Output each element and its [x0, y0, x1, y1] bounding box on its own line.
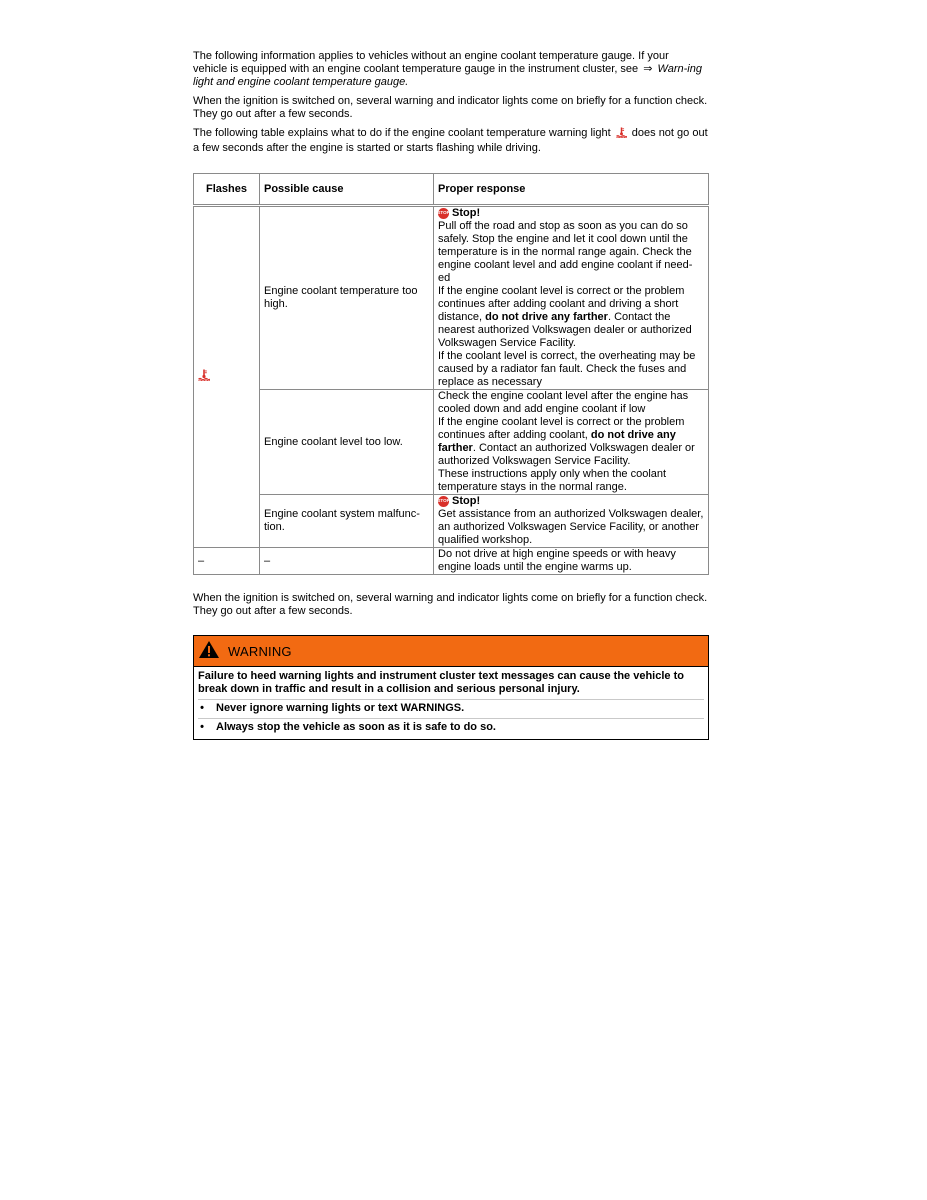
list-item — [198, 718, 704, 737]
bullet-icon: • — [200, 721, 204, 733]
stop-icon: STOP — [438, 208, 449, 219]
stop-heading — [438, 207, 704, 220]
response-bold: do not drive any farther — [438, 429, 676, 454]
list-item-text: Never ignore warning lights or text WARNINGS. — [216, 702, 465, 714]
after-table-paragraph: When the ignition is switched on, several warning and indicator lights come on briefly for a function check. They go out after a few seconds. — [193, 592, 708, 617]
intro-p1b-text: vehicle is equipped with an engine coolant temperature gauge in the instrument cluster, see — [193, 63, 639, 75]
header-possible-cause: Possible cause — [260, 174, 434, 206]
intro-paragraph-1b — [193, 63, 709, 89]
intro-p1-text: The following information applies to vehicles without an engine coolant temperature gauge. If your — [193, 50, 669, 62]
page-content — [193, 50, 709, 740]
response-text: If the engine coolant level is correct or the problem continues after adding coolant and driving a short distance, — [438, 285, 685, 323]
intro-paragraph-3 — [193, 127, 709, 155]
response-cell — [434, 206, 709, 390]
coolant-temperature-warning-icon — [198, 372, 210, 384]
list-item — [198, 699, 704, 718]
cause-cell: Engine coolant temperature too high. — [260, 206, 434, 390]
warning-title: WARNING — [228, 643, 292, 659]
response-line-1: Get assistance from an authorized Volkswagen dealer, an authorized Volkswagen Service Facility, or another qualified workshop. — [438, 508, 704, 546]
cause-cell: Engine coolant system malfunc-tion. — [260, 495, 434, 548]
response-line-3: These instructions apply only when the coolant temperature stays in the normal range. — [438, 468, 667, 493]
response-text: . Contact an authorized Volkswagen dealer or authorized Volkswagen Service Facility. — [438, 442, 695, 467]
header-flashes: Flashes — [194, 174, 260, 206]
response-cell — [434, 390, 709, 495]
see-arrow-icon: ⇒ — [643, 63, 653, 75]
response-line-1: Do not drive at high engine speeds or with heavy engine loads until the engine warms up. — [438, 548, 676, 573]
stop-label: Stop! — [452, 207, 481, 219]
response-text: . Contact the nearest authorized Volkswagen dealer or authorized Volkswagen Service Facility. — [438, 311, 692, 349]
warning-triangle-icon — [198, 640, 220, 663]
flash-cell: – — [194, 548, 260, 575]
intro-paragraph-1 — [193, 50, 709, 63]
flash-cell — [194, 206, 260, 548]
intro-p3-pre: The following table explains what to do if the engine coolant temperature warning light — [193, 127, 611, 139]
warning-body — [194, 667, 708, 739]
intro-paragraph-2: When the ignition is switched on, several warning and indicator lights come on briefly for a function check. They go out after a few seconds. — [193, 95, 708, 120]
warning-lead: Failure to heed warning lights and instrument cluster text messages can cause the vehicle to break down in traffic and result in a collision and serious personal injury. — [198, 670, 684, 695]
response-line-1: Check the engine coolant level after the engine has cooled down and add engine coolant if low — [438, 390, 689, 415]
coolant-temperature-warning-icon — [616, 127, 627, 142]
warning-box — [193, 635, 709, 740]
table-header-row — [194, 174, 709, 206]
response-bold: do not drive any farther — [485, 311, 608, 323]
response-cell — [434, 548, 709, 575]
table-row — [194, 548, 709, 575]
header-proper-response: Proper response — [434, 174, 709, 206]
coolant-warning-table — [193, 173, 709, 575]
response-line-3: If the coolant level is correct, the overheating may be caused by a radiator fan fault. Check the fuses and replace as necessary — [438, 350, 696, 388]
cause-cell: – — [260, 548, 434, 575]
table-row — [194, 206, 709, 390]
table-row — [194, 495, 709, 548]
stop-icon: STOP — [438, 496, 449, 507]
response-line-2 — [438, 285, 704, 350]
response-cell — [434, 495, 709, 548]
intro-p3-post: does not go out a few seconds after the engine is started or starts flashing while driving. — [193, 127, 708, 154]
stop-label: Stop! — [452, 495, 481, 507]
stop-heading — [438, 495, 704, 508]
warning-list — [198, 699, 704, 737]
response-text: If the engine coolant level is correct or the problem continues after adding coolant, — [438, 416, 685, 441]
bullet-icon: • — [200, 702, 204, 714]
response-line-2 — [438, 416, 704, 468]
table-row — [194, 390, 709, 495]
warning-header — [194, 636, 708, 667]
response-line-1: Pull off the road and stop as soon as you can do so safely. Stop the engine and let it cool down until the temperature is in the normal range again. Check the engine coolant level and add engine coolant if need-ed — [438, 220, 693, 284]
crossref-link[interactable]: Warn-ing light and engine coolant temperature gauge. — [193, 63, 702, 88]
list-item-text: Always stop the vehicle as soon as it is safe to do so. — [216, 721, 496, 733]
cause-cell: Engine coolant level too low. — [260, 390, 434, 495]
